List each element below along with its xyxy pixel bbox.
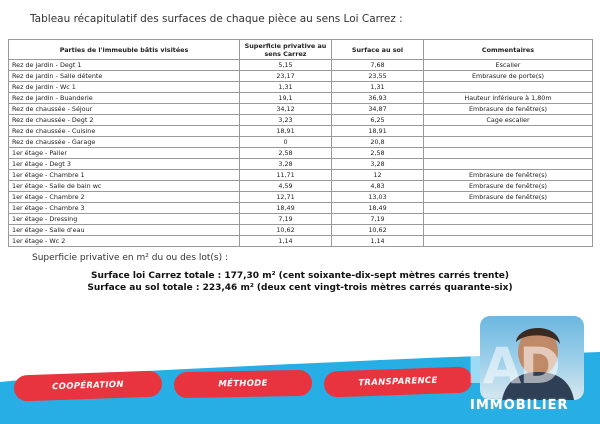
cell-sol: 36,93	[332, 93, 424, 104]
cell-carrez: 10,62	[240, 225, 332, 236]
superficie-subtitle: Superficie privative en m² du ou des lot(s) :	[32, 253, 229, 263]
cell-carrez: 1,14	[240, 236, 332, 247]
cell-carrez: 23,17	[240, 71, 332, 82]
methode-pill: MÉTHODE	[174, 370, 312, 398]
cell-sol: 20,8	[332, 137, 424, 148]
cell-partie: 1er étage - Chambre 3	[9, 203, 240, 214]
cell-commentaire: Embrasure de fenêtre(s)	[424, 181, 593, 192]
table-row	[9, 181, 593, 192]
cell-partie: Rez de jardin - Wc 1	[9, 82, 240, 93]
cooperation-pill: COOPÉRATION	[14, 370, 163, 401]
header-sol: Surface au sol	[332, 40, 424, 60]
cell-commentaire: Embrasure de fenêtre(s)	[424, 192, 593, 203]
table-header-row	[9, 40, 593, 60]
table-row	[9, 214, 593, 225]
cell-carrez: 3,23	[240, 115, 332, 126]
table-row	[9, 236, 593, 247]
cell-carrez: 12,71	[240, 192, 332, 203]
cell-commentaire	[424, 137, 593, 148]
cell-commentaire: Embrasure de fenêtre(s)	[424, 170, 593, 181]
cell-sol: 2,58	[332, 148, 424, 159]
cell-sol: 18,91	[332, 126, 424, 137]
cell-sol: 3,28	[332, 159, 424, 170]
cell-carrez: 1,31	[240, 82, 332, 93]
table-row	[9, 225, 593, 236]
cell-carrez: 34,12	[240, 104, 332, 115]
cell-sol: 6,25	[332, 115, 424, 126]
cell-sol: 1,14	[332, 236, 424, 247]
cell-carrez: 0	[240, 137, 332, 148]
transparence-pill: TRANSPARENCE	[324, 366, 473, 397]
table-row	[9, 71, 593, 82]
cell-partie: 1er étage - Palier	[9, 148, 240, 159]
cell-partie: 1er étage - Chambre 1	[9, 170, 240, 181]
cell-partie: 1er étage - Dressing	[9, 214, 240, 225]
cell-commentaire: Escalier	[424, 60, 593, 71]
cell-sol: 23,55	[332, 71, 424, 82]
table-row	[9, 115, 593, 126]
header-parties: Parties de l'immeuble bâtis visitées	[9, 40, 240, 60]
table-row	[9, 203, 593, 214]
cell-partie: 1er étage - Salle de bain wc	[9, 181, 240, 192]
cell-carrez: 7,19	[240, 214, 332, 225]
cell-commentaire	[424, 126, 593, 137]
total-carrez: Surface loi Carrez totale : 177,30 m² (cent soixante-dix-sept mètres carrés trente)	[91, 271, 509, 281]
cell-partie: Rez de chaussée - Degt 2	[9, 115, 240, 126]
cell-sol: 10,62	[332, 225, 424, 236]
surface-table	[8, 39, 593, 247]
cell-commentaire	[424, 225, 593, 236]
iad-logo: IAD	[466, 337, 559, 395]
cell-partie: 1er étage - Chambre 2	[9, 192, 240, 203]
cell-sol: 18,49	[332, 203, 424, 214]
table-row	[9, 170, 593, 181]
cell-partie: 1er étage - Wc 2	[9, 236, 240, 247]
cell-commentaire	[424, 159, 593, 170]
cell-partie: Rez de chaussée - Séjour	[9, 104, 240, 115]
cell-carrez: 18,49	[240, 203, 332, 214]
cell-commentaire	[424, 203, 593, 214]
cell-commentaire	[424, 82, 593, 93]
cell-partie: 1er étage - Degt 3	[9, 159, 240, 170]
cell-partie: 1er étage - Salle d'eau	[9, 225, 240, 236]
cell-carrez: 4,59	[240, 181, 332, 192]
cell-carrez: 18,91	[240, 126, 332, 137]
cell-commentaire: Embrasure de porte(s)	[424, 71, 593, 82]
cell-commentaire	[424, 148, 593, 159]
page-title: Tableau récapitulatif des surfaces de chaque pièce au sens Loi Carrez :	[30, 13, 403, 25]
table-row	[9, 104, 593, 115]
table-row	[9, 82, 593, 93]
cell-carrez: 19,1	[240, 93, 332, 104]
cell-commentaire: Embrasure de fenêtre(s)	[424, 104, 593, 115]
table-row	[9, 192, 593, 203]
table-row	[9, 137, 593, 148]
cell-sol: 7,19	[332, 214, 424, 225]
table-row	[9, 126, 593, 137]
cell-carrez: 3,28	[240, 159, 332, 170]
table-row	[9, 148, 593, 159]
cell-sol: 1,31	[332, 82, 424, 93]
immobilier-label: IMMOBILIER	[470, 398, 569, 413]
cell-partie: Rez de jardin - Degt 1	[9, 60, 240, 71]
total-sol: Surface au sol totale : 223,46 m² (deux cent vingt-trois mètres carrés quarante-six)	[87, 283, 513, 293]
table-row	[9, 93, 593, 104]
cell-carrez: 2,58	[240, 148, 332, 159]
cell-commentaire	[424, 236, 593, 247]
cell-partie: Rez de jardin - Salle détente	[9, 71, 240, 82]
cell-commentaire: Cage escalier	[424, 115, 593, 126]
table-row	[9, 159, 593, 170]
cell-partie: Rez de chaussée - Garage	[9, 137, 240, 148]
cell-partie: Rez de chaussée - Cuisine	[9, 126, 240, 137]
cell-commentaire	[424, 214, 593, 225]
header-commentaires: Commentaires	[424, 40, 593, 60]
cell-carrez: 11,71	[240, 170, 332, 181]
cell-sol: 13,03	[332, 192, 424, 203]
cell-partie: Rez de jardin - Buanderie	[9, 93, 240, 104]
table-row	[9, 60, 593, 71]
cell-sol: 7,68	[332, 60, 424, 71]
cell-sol: 4,83	[332, 181, 424, 192]
cell-carrez: 5,15	[240, 60, 332, 71]
cell-sol: 34,87	[332, 104, 424, 115]
cell-sol: 12	[332, 170, 424, 181]
cell-commentaire: Hauteur inférieure à 1,80m	[424, 93, 593, 104]
header-carrez: Superficie privative au sens Carrez	[240, 40, 332, 60]
